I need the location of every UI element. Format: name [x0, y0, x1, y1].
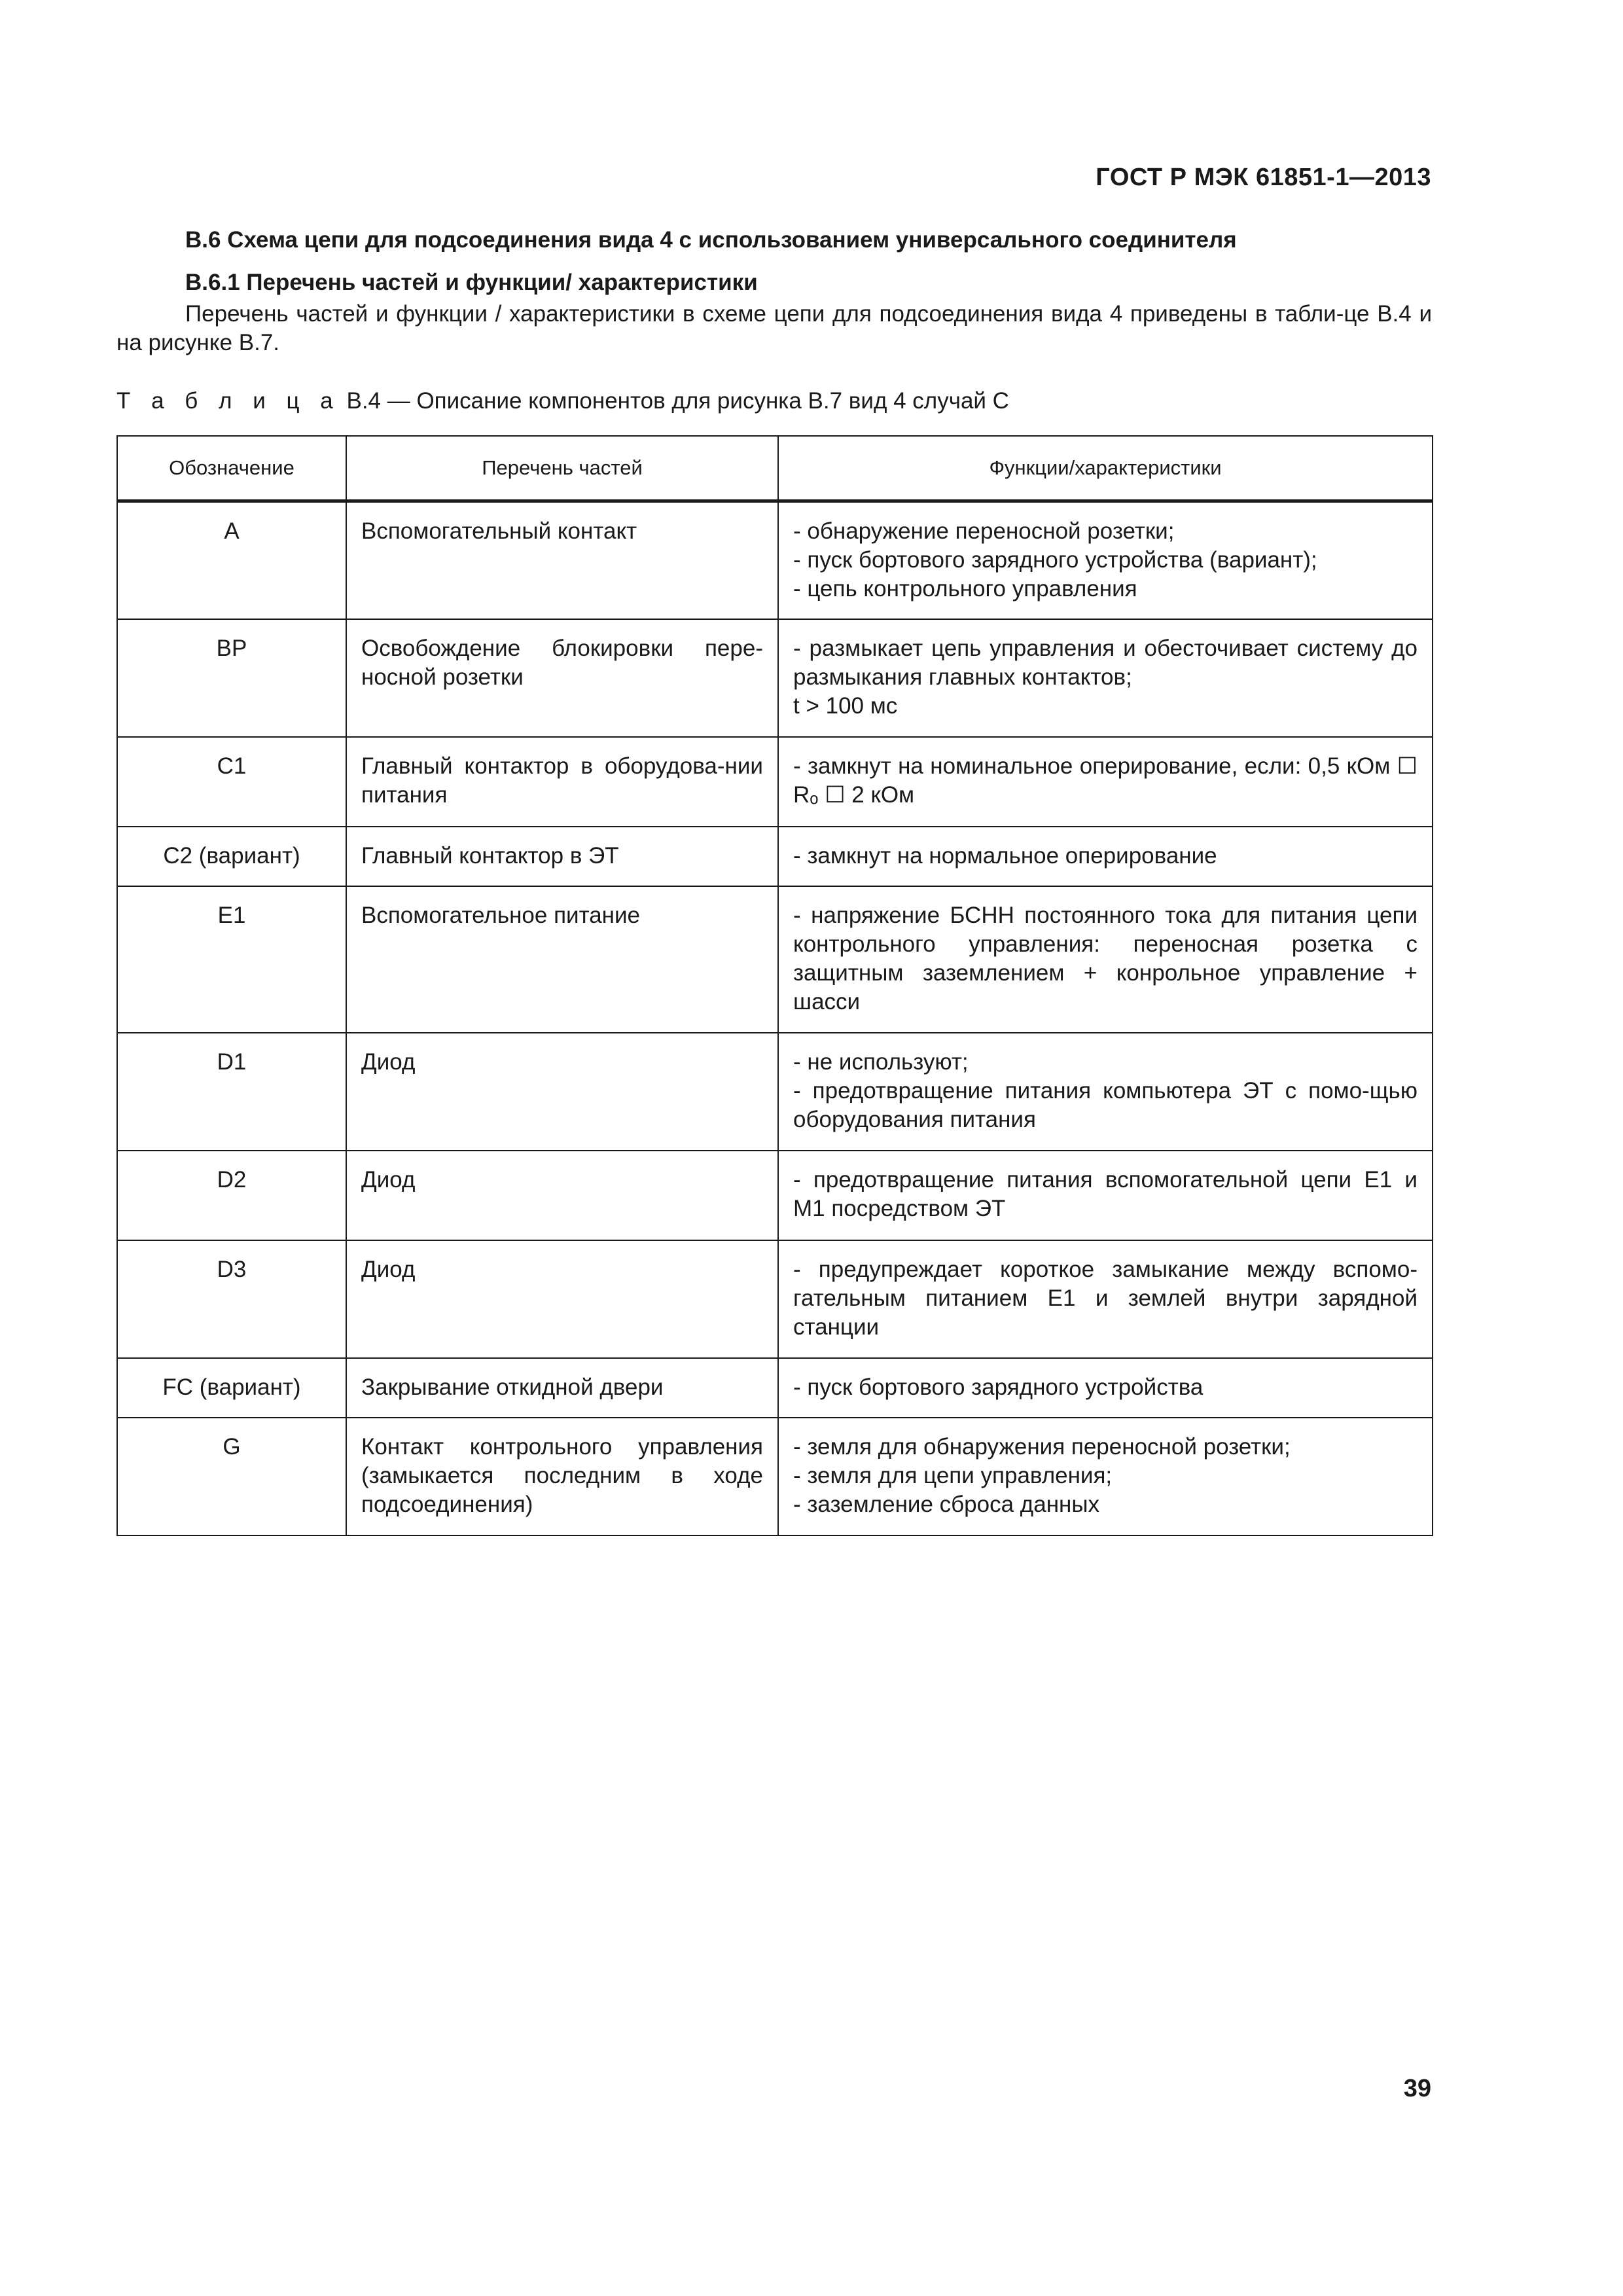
table-caption — [116, 388, 1009, 414]
function-line: - размыкает цепь управления и обесточивает систему до размыкания главных контактов; — [793, 635, 1418, 690]
cell-function — [778, 827, 1433, 886]
table-header-row — [117, 436, 1433, 501]
table-body — [117, 501, 1433, 1535]
function-line: - обнаружение переносной розетки; — [793, 518, 1175, 544]
cell-designation: C1 — [117, 737, 346, 827]
table-row — [117, 1240, 1433, 1358]
cell-part: Контакт контрольного управления (замыкается последним в ходе подсоединения) — [346, 1418, 778, 1535]
cell-designation: D3 — [117, 1240, 346, 1358]
cell-designation: E1 — [117, 886, 346, 1033]
cell-part: Диод — [346, 1033, 778, 1151]
function-line: t > 100 мс — [793, 692, 898, 719]
function-line: - замкнут на номинальное оперирование, если: 0,5 кОм ☐ Rₒ ☐ 2 кОм — [793, 753, 1418, 808]
header-parts-list: Перечень частей — [346, 436, 778, 501]
function-line: - предотвращение питания компьютера ЭТ с помо-щью оборудования питания — [793, 1077, 1418, 1132]
cell-function — [778, 1033, 1433, 1151]
cell-designation: A — [117, 501, 346, 619]
table-row — [117, 1418, 1433, 1535]
function-line: - пуск бортового зарядного устройства (вариант); — [793, 547, 1317, 573]
cell-designation: FC (вариант) — [117, 1358, 346, 1418]
cell-part: Вспомогательный контакт — [346, 501, 778, 619]
cell-part: Диод — [346, 1151, 778, 1240]
cell-designation: D1 — [117, 1033, 346, 1151]
cell-part: Освобождение блокировки пере-носной розетки — [346, 619, 778, 737]
cell-part: Закрывание откидной двери — [346, 1358, 778, 1418]
table-row — [117, 619, 1433, 737]
cell-designation: BP — [117, 619, 346, 737]
subsection-title: B.6.1 Перечень частей и функции/ характеристики — [185, 270, 758, 295]
header-functions: Функции/характеристики — [778, 436, 1433, 501]
cell-function — [778, 501, 1433, 619]
function-line: - пуск бортового зарядного устройства — [793, 1374, 1204, 1400]
function-line: - заземление сброса данных — [793, 1491, 1100, 1517]
cell-function — [778, 1151, 1433, 1240]
cell-designation: D2 — [117, 1151, 346, 1240]
cell-part: Главный контактор в оборудова-нии питания — [346, 737, 778, 827]
table-row — [117, 1358, 1433, 1418]
function-line: - цепь контрольного управления — [793, 576, 1137, 601]
cell-designation: C2 (вариант) — [117, 827, 346, 886]
cell-function — [778, 1418, 1433, 1535]
intro-paragraph — [116, 300, 1432, 357]
cell-part: Диод — [346, 1240, 778, 1358]
cell-function — [778, 619, 1433, 737]
section-title: B.6 Схема цепи для подсоединения вида 4 с использованием универсального соединителя — [185, 227, 1237, 253]
table-row — [117, 737, 1433, 827]
cell-part: Вспомогательное питание — [346, 886, 778, 1033]
cell-function — [778, 1240, 1433, 1358]
page-number: 39 — [1403, 2075, 1431, 2102]
document-code: ГОСТ Р МЭК 61851-1—2013 — [1096, 164, 1431, 191]
function-line: - напряжение БСНН постоянного тока для питания цепи контрольного управления: переносная розетка с защитным заземлением + конрольное управление + шасси — [793, 902, 1418, 1014]
cell-function — [778, 737, 1433, 827]
intro-text: Перечень частей и функции / характеристики в схеме цепи для подсоединения вида 4 приведены в табли-це B.4 и на рисунке B.7. — [116, 301, 1432, 355]
function-line: - замкнут на нормальное оперирование — [793, 842, 1217, 869]
cell-designation: G — [117, 1418, 346, 1535]
table-row — [117, 827, 1433, 886]
cell-part: Главный контактор в ЭТ — [346, 827, 778, 886]
table-caption-label: Т а б л и ц а — [116, 388, 340, 414]
table-row — [117, 501, 1433, 619]
function-line: - предупреждает короткое замыкание между вспомо-гательным питанием E1 и землей внутри зарядной станции — [793, 1256, 1418, 1340]
header-designation: Обозначение — [117, 436, 346, 501]
table-row — [117, 1033, 1433, 1151]
function-line: - земля для обнаружения переносной розетки; — [793, 1433, 1291, 1460]
function-line: - не используют; — [793, 1049, 969, 1075]
cell-function — [778, 886, 1433, 1033]
function-line: - земля для цепи управления; — [793, 1462, 1113, 1488]
table-caption-text: B.4 — Описание компонентов для рисунка B.7 вид 4 случай С — [346, 388, 1009, 414]
table-row — [117, 886, 1433, 1033]
function-line: - предотвращение питания вспомогательной цепи E1 и M1 посредством ЭТ — [793, 1166, 1418, 1221]
components-table — [116, 435, 1433, 1536]
table-row — [117, 1151, 1433, 1240]
cell-function — [778, 1358, 1433, 1418]
